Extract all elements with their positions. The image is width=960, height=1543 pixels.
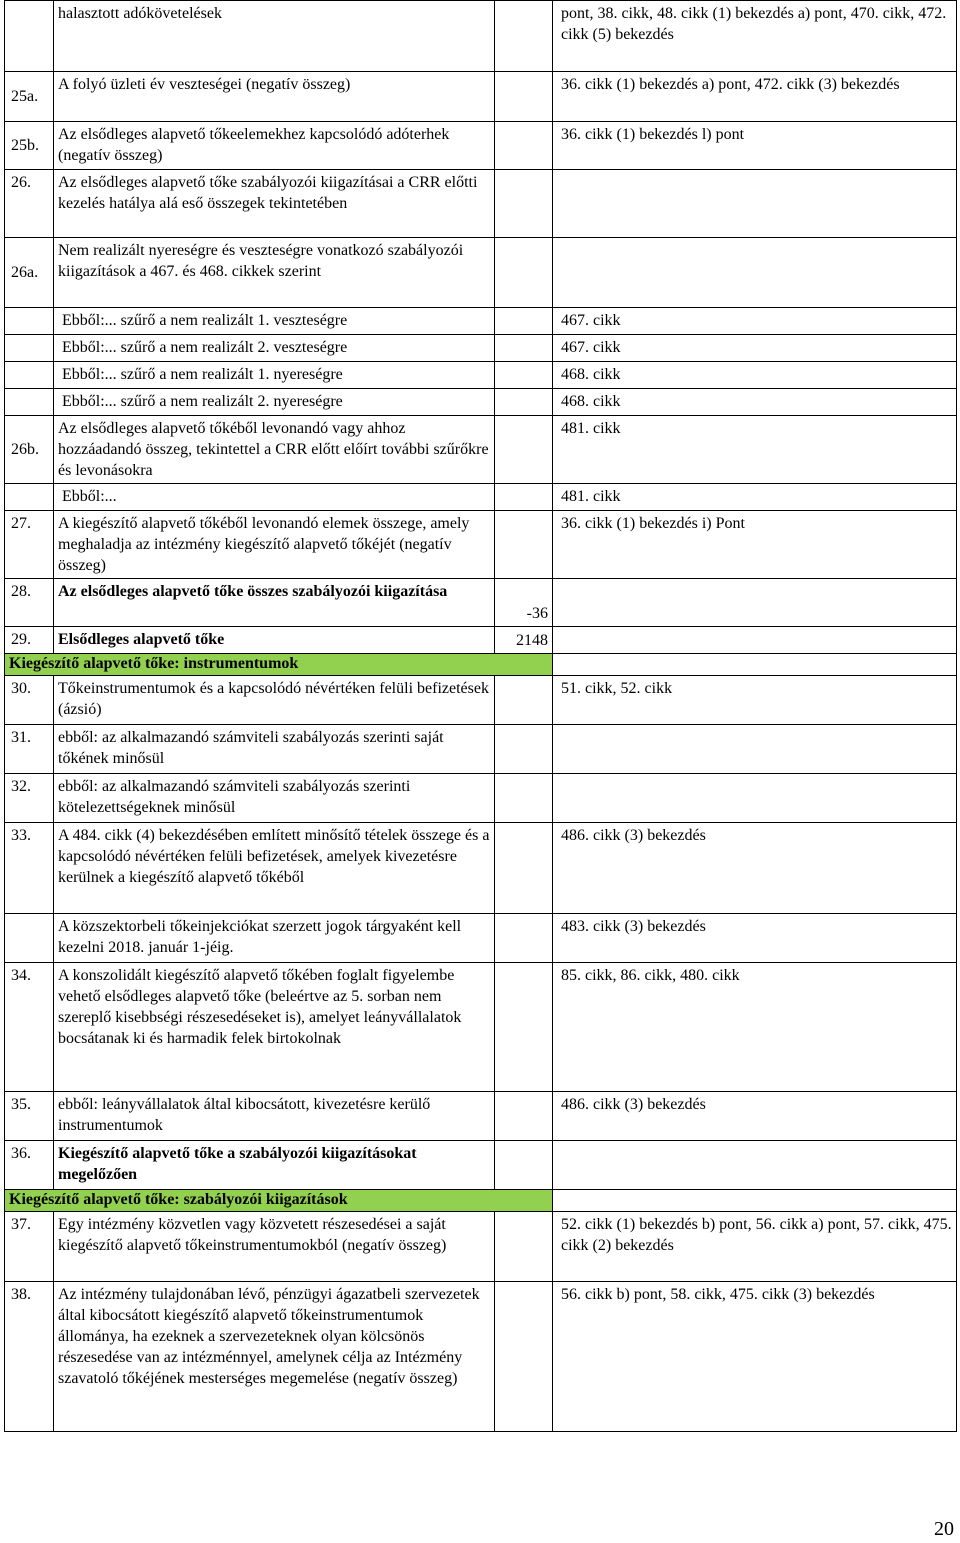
row-number: 38. — [5, 1282, 54, 1432]
row-number: 35. — [5, 1092, 54, 1141]
row-description: Egy intézmény közvetlen vagy közvetett részesedései a saját kiegészítő alapvető tőkeinstrumentumokból (negatív összeg) — [54, 1212, 495, 1282]
table-row — [5, 362, 957, 389]
row-legal-reference — [553, 170, 957, 238]
table-row — [5, 1141, 957, 1190]
row-legal-reference: 481. cikk — [553, 484, 957, 511]
row-legal-reference — [553, 627, 957, 654]
row-description: ebből: leányvállalatok által kibocsátott, kivezetésre kerülő instrumentumok — [54, 1092, 495, 1141]
table-row — [5, 238, 957, 308]
capital-table — [4, 0, 957, 1432]
table-row — [5, 389, 957, 416]
row-number: 30. — [5, 676, 54, 725]
table-row — [5, 1212, 957, 1282]
table-row — [5, 1092, 957, 1141]
row-legal-reference: 85. cikk, 86. cikk, 480. cikk — [553, 963, 957, 1092]
row-description: A konszolidált kiegészítő alapvető tőkében foglalt figyelembe vehető elsődleges alapvető tőke (beleértve az 5. sorban nem szereplő kisebbségi részesedéseket is), amelyet leányvállalatok bocsátanak ki és harmadik felek birtokolnak — [54, 963, 495, 1092]
row-value — [495, 1092, 553, 1141]
section-ref-cell — [553, 1190, 957, 1212]
row-value: 2148 — [495, 627, 553, 654]
row-value — [495, 914, 553, 963]
row-legal-reference: 483. cikk (3) bekezdés — [553, 914, 957, 963]
row-legal-reference: 486. cikk (3) bekezdés — [553, 823, 957, 914]
table-row — [5, 627, 957, 654]
row-value — [495, 389, 553, 416]
row-number — [5, 484, 54, 511]
row-description: Ebből:... szűrő a nem realizált 1. nyereségre — [54, 362, 495, 389]
table-row — [5, 1282, 957, 1432]
row-description: Elsődleges alapvető tőke — [54, 627, 495, 654]
row-legal-reference: 52. cikk (1) bekezdés b) pont, 56. cikk a) pont, 57. cikk, 475. cikk (2) bekezdés — [553, 1212, 957, 1282]
row-legal-reference: pont, 38. cikk, 48. cikk (1) bekezdés a) pont, 470. cikk, 472. cikk (5) bekezdés — [553, 1, 957, 72]
row-number: 26. — [5, 170, 54, 238]
row-number: 25a. — [5, 72, 54, 122]
row-legal-reference: 36. cikk (1) bekezdés i) Pont — [553, 511, 957, 579]
row-description: Ebből:... — [54, 484, 495, 511]
table-row — [5, 579, 957, 627]
row-description: Tőkeinstrumentumok és a kapcsolódó névértéken felüli befizetések (ázsió) — [54, 676, 495, 725]
table-row — [5, 823, 957, 914]
row-description: Nem realizált nyereségre és veszteségre vonatkozó szabályozói kiigazítások a 467. és 468. cikkek szerint — [54, 238, 495, 308]
table-row — [5, 308, 957, 335]
row-number — [5, 362, 54, 389]
table-row — [5, 122, 957, 170]
row-value — [495, 122, 553, 170]
row-description: A 484. cikk (4) bekezdésében említett minősítő tételek összege és a kapcsolódó névértéken felüli befizetések, amelyek kivezetésre kerülnek a kiegészítő alapvető tőkéből — [54, 823, 495, 914]
row-number — [5, 914, 54, 963]
row-description: Az elsődleges alapvető tőkeelemekhez kapcsolódó adóterhek (negatív összeg) — [54, 122, 495, 170]
row-number — [5, 308, 54, 335]
row-number — [5, 389, 54, 416]
row-description: Ebből:... szűrő a nem realizált 1. veszteségre — [54, 308, 495, 335]
row-legal-reference: 468. cikk — [553, 389, 957, 416]
section-row — [5, 1190, 957, 1212]
row-number — [5, 1, 54, 72]
row-number: 28. — [5, 579, 54, 627]
table-row — [5, 774, 957, 823]
row-description: Az elsődleges alapvető tőke szabályozói kiigazításai a CRR előtti kezelés hatálya alá eső összegek tekintetében — [54, 170, 495, 238]
row-value — [495, 774, 553, 823]
row-description: A kiegészítő alapvető tőkéből levonandó elemek összege, amely meghaladja az intézmény kiegészítő alapvető tőkéjét (negatív összeg) — [54, 511, 495, 579]
row-value — [495, 676, 553, 725]
row-number: 31. — [5, 725, 54, 774]
row-number: 37. — [5, 1212, 54, 1282]
row-number: 27. — [5, 511, 54, 579]
row-description: A folyó üzleti év veszteségei (negatív összeg) — [54, 72, 495, 122]
table-row — [5, 416, 957, 484]
row-value — [495, 1, 553, 72]
table-row — [5, 963, 957, 1092]
row-description: halasztott adókövetelések — [54, 1, 495, 72]
row-number: 32. — [5, 774, 54, 823]
row-number: 33. — [5, 823, 54, 914]
row-legal-reference: 486. cikk (3) bekezdés — [553, 1092, 957, 1141]
row-legal-reference: 467. cikk — [553, 308, 957, 335]
table-row — [5, 484, 957, 511]
row-value — [495, 963, 553, 1092]
row-value — [495, 308, 553, 335]
row-number: 34. — [5, 963, 54, 1092]
table-row — [5, 72, 957, 122]
row-description: ebből: az alkalmazandó számviteli szabályozás szerinti kötelezettségeknek minősül — [54, 774, 495, 823]
table-row — [5, 914, 957, 963]
row-description: Kiegészítő alapvető tőke a szabályozói kiigazításokat megelőzően — [54, 1141, 495, 1190]
row-legal-reference — [553, 238, 957, 308]
row-description: Az intézmény tulajdonában lévő, pénzügyi ágazatbeli szervezetek által kibocsátott kiegészítő alapvető tőkeinstrumentumok állománya, ha ezeknek a szervezeteknek olyan kölcsönös részesedése van az intézménnyel, amelynek célja az Intézmény szavatoló tőkéjének mesterséges megemelése (negatív összeg) — [54, 1282, 495, 1432]
table-row — [5, 511, 957, 579]
row-number: 29. — [5, 627, 54, 654]
section-heading: Kiegészítő alapvető tőke: instrumentumok — [5, 654, 553, 676]
row-number — [5, 335, 54, 362]
row-value — [495, 72, 553, 122]
table-row — [5, 335, 957, 362]
row-description: Ebből:... szűrő a nem realizált 2. veszteségre — [54, 335, 495, 362]
row-description: Az elsődleges alapvető tőkéből levonandó vagy ahhoz hozzáadandó összeg, tekintettel a CRR előtt előírt további szűrőkre és levonásokra — [54, 416, 495, 484]
row-legal-reference: 36. cikk (1) bekezdés l) pont — [553, 122, 957, 170]
row-legal-reference: 481. cikk — [553, 416, 957, 484]
row-value — [495, 416, 553, 484]
row-legal-reference: 56. cikk b) pont, 58. cikk, 475. cikk (3) bekezdés — [553, 1282, 957, 1432]
row-value — [495, 170, 553, 238]
row-legal-reference: 467. cikk — [553, 335, 957, 362]
row-value: -36 — [495, 579, 553, 627]
row-value — [495, 725, 553, 774]
row-legal-reference: 36. cikk (1) bekezdés a) pont, 472. cikk (3) bekezdés — [553, 72, 957, 122]
table-row — [5, 170, 957, 238]
row-value — [495, 1212, 553, 1282]
row-value — [495, 335, 553, 362]
row-value — [495, 1282, 553, 1432]
table-row — [5, 725, 957, 774]
table-row — [5, 1, 957, 72]
row-description: ebből: az alkalmazandó számviteli szabályozás szerinti saját tőkének minősül — [54, 725, 495, 774]
row-description: Ebből:... szűrő a nem realizált 2. nyereségre — [54, 389, 495, 416]
row-description: A közszektorbeli tőkeinjekciókat szerzett jogok tárgyaként kell kezelni 2018. január 1-jéig. — [54, 914, 495, 963]
row-legal-reference: 51. cikk, 52. cikk — [553, 676, 957, 725]
row-number: 26b. — [5, 416, 54, 484]
row-number: 25b. — [5, 122, 54, 170]
row-number: 26a. — [5, 238, 54, 308]
row-legal-reference — [553, 579, 957, 627]
row-legal-reference — [553, 774, 957, 823]
row-value — [495, 362, 553, 389]
section-ref-cell — [553, 654, 957, 676]
row-value — [495, 238, 553, 308]
page-number: 20 — [934, 1518, 954, 1540]
section-row — [5, 654, 957, 676]
row-legal-reference — [553, 1141, 957, 1190]
row-description: Az elsődleges alapvető tőke összes szabályozói kiigazítása — [54, 579, 495, 627]
row-legal-reference: 468. cikk — [553, 362, 957, 389]
row-legal-reference — [553, 725, 957, 774]
row-value — [495, 1141, 553, 1190]
row-value — [495, 511, 553, 579]
row-number: 36. — [5, 1141, 54, 1190]
section-heading: Kiegészítő alapvető tőke: szabályozói kiigazítások — [5, 1190, 553, 1212]
table-row — [5, 676, 957, 725]
row-value — [495, 484, 553, 511]
row-value — [495, 823, 553, 914]
